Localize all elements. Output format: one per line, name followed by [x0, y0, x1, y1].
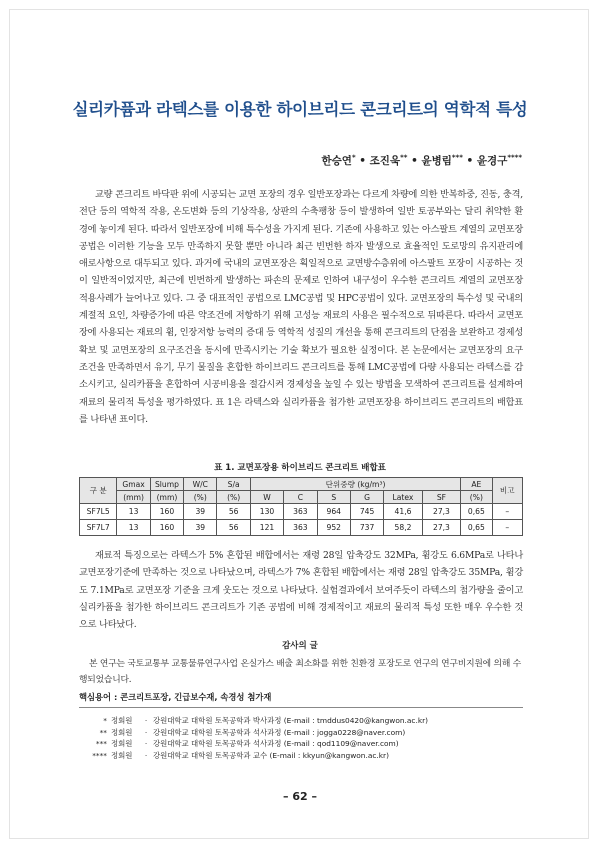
- header-sf: SF: [422, 491, 460, 504]
- cell-sa: 56: [217, 520, 250, 536]
- author-name: 윤병림: [421, 155, 452, 167]
- footnote-separator: ·: [144, 750, 148, 760]
- header-sa: S/a: [217, 478, 250, 491]
- cell-c: 363: [284, 520, 317, 536]
- header-sa-unit: (%): [217, 491, 250, 504]
- table-subheader-row: [80, 491, 523, 504]
- body-paragraph-2: 재료적 특징으로는 라텍스가 5% 혼합된 배합에서는 재령 28일 압축강도 32MPa, 휨강도 6.6MPa로 나타나 교면포장기준에 만족하는 것으로 나타났으며, 라텍스가 7% 혼합된 배합에서는 재령 28일 압축강도 35MPa, 휨강도 7.1MPa로 교면포장 기준을 크게 웃도는 것으로 나타났다. 실험결과에서 보여주듯이 라텍스의 첨가량을 줄이고 실리카퓸을 첨가한 하이브리드 콘크리트가 기존 공법에 비해 경제적이고 재료의 물리적 특성 또한 매우 우수한 것으로 나타났다.: [79, 550, 523, 631]
- header-remarks: 비고: [492, 478, 522, 504]
- header-g: G: [350, 491, 383, 504]
- cell-name: SF7L5: [80, 504, 117, 520]
- table-row: [80, 520, 523, 536]
- author-list: [322, 153, 522, 168]
- header-latex: Latex: [384, 491, 422, 504]
- author-name: 조진욱: [369, 155, 401, 167]
- cell-slump: 160: [150, 520, 183, 536]
- keywords: 핵심용어 : 콘크리트포장, 긴급보수재, 속경성 첨가재: [79, 692, 272, 702]
- footnote-separator: ·: [144, 716, 148, 726]
- table-header-row: [80, 478, 523, 491]
- header-division: 구 분: [80, 478, 117, 504]
- cell-sf: 27,3: [422, 504, 460, 520]
- header-gmax: Gmax: [117, 478, 150, 491]
- author-mark: ***: [451, 153, 463, 162]
- author-separator: •: [407, 155, 422, 167]
- header-gmax-unit: (mm): [117, 491, 150, 504]
- paper-title: 실리카퓸과 라텍스를 이용한 하이브리드 콘크리트의 역학적 특성: [72, 100, 528, 119]
- acknowledgement-heading: 감사의 글: [282, 641, 318, 651]
- header-w: W: [250, 491, 283, 504]
- cell-ae: 0,65: [461, 504, 492, 520]
- footnote-mark: *: [103, 716, 107, 726]
- header-c: C: [284, 491, 317, 504]
- footnote-text: 강원대학교 대학원 토목공학과 석사과정 (E-mail : qod1109@naver.com): [153, 739, 399, 749]
- cell-latex: 41,6: [384, 504, 422, 520]
- cell-name: SF7L7: [80, 520, 117, 536]
- header-wc-unit: (%): [184, 491, 217, 504]
- header-ae: AE: [461, 478, 492, 491]
- footnote-text: 강원대학교 대학원 토목공학과 교수 (E-mail : kkyun@kangwon.ac.kr): [153, 750, 389, 760]
- author-separator: •: [462, 155, 477, 167]
- author-name: 윤경구: [476, 155, 508, 167]
- table-row: [80, 504, 523, 520]
- cell-remarks: –: [492, 520, 522, 536]
- cell-wc: 39: [184, 504, 217, 520]
- body-paragraph-1: 교량 콘크리트 바닥판 위에 시공되는 교면 포장의 경우 일반포장과는 다르게 차량에 의한 반복하중, 진동, 충격, 전단 등의 역학적 작용, 온도변화 등의 기상작용, 상판의 수축팽창 등이 발생하여 일반 토공부와는 달리 취약한 환경에 놓이게 된다. 따라서 일반포장에 비해 특수성을 가지게 된다. 기존에 사용하고 있는 아스팔트 계열의 교면포장 공법은 이러한 기능을 모두 만족하지 못할 뿐만 아니라 최근 빈번한 하자 발생으로 효율적인 도로망의 유지관리에 애로사항으로 대두되고 있다. 과거에 국내의 교면포장은 획일적으로 교면방수층위에 아스팔트 포장이 시공하는 것이 일반적이었지만, 최근에 빈번하게 발생하는 파손의 문제로 인하여 내구성이 우수한 콘크리트 계열의 교면포장 적용사례가 늘어나고 있다. 그 중 대표적인 공법으로 LMC공법 및 HPC공법이 있다. 교면포장의 특수성 및 국내의 계절적 요인, 차량증가에 따른 약조건에 저항하기 위해 고성능 재료의 사용은 필수적으로 뒤따른다. 따라서 교면포장에 사용되는 재료의 휨, 인장저항 능력의 증대 등 역학적 성질의 개선을 통해 콘크리트의 단점을 보완하고 경제성 확보 및 교면포장의 요구조건을 동시에 만족시키는 기술 확보가 필요한 실정이다. 본 논문에서는 교면포장의 요구조건을 만족하면서 유기, 무기 물질을 혼합한 하이브리드 콘크리트를 통해 LMC공법에 다량 사용되는 라텍스를 감소시키고, 실리카퓸을 혼합하여 시공비용을 절감시켜 경제성을 높일 수 있는 방법을 모색하여 콘크리트를 설계하여 재료의 물리적 특성을 평가하였다. 표 1은 라텍스와 실리카퓸을 첨가한 교면포장용 하이브리드 콘크리트의 배합표를 나타낸 표이다.: [79, 189, 523, 425]
- footnote-mark: ****: [92, 750, 107, 760]
- author-mark: *: [351, 153, 356, 162]
- footnote: [79, 738, 523, 750]
- cell-c: 363: [284, 504, 317, 520]
- footnote-separator: ·: [144, 727, 148, 737]
- header-slump-unit: (mm): [150, 491, 183, 504]
- footnote-role: 정회원: [111, 750, 133, 760]
- author-name: 한승연: [321, 155, 352, 167]
- footnote-role: 정회원: [111, 739, 133, 749]
- cell-sa: 56: [217, 504, 250, 520]
- footnote-mark: **: [99, 727, 107, 737]
- footnote-role: 정회원: [111, 727, 133, 737]
- header-wc: W/C: [184, 478, 217, 491]
- footnote-divider: [79, 707, 523, 708]
- table-caption: 표 1. 교면포장용 하이브리드 콘크리트 배합표: [214, 463, 386, 473]
- cell-wc: 39: [184, 520, 217, 536]
- footnote-mark: ***: [95, 739, 107, 749]
- cell-w: 121: [250, 520, 283, 536]
- author-separator: •: [355, 155, 370, 167]
- cell-g: 737: [350, 520, 383, 536]
- acknowledgement-text: 본 연구는 국토교통부 교통물류연구사업 온실가스 배출 최소화를 위한 친환경 포장도로 연구의 연구비지원에 의해 수행되었습니다.: [79, 659, 522, 685]
- cell-latex: 58,2: [384, 520, 422, 536]
- header-unit-weight: 단위중량 (kg/m³): [250, 478, 460, 491]
- footnotes: [79, 715, 523, 761]
- cell-s: 952: [317, 520, 350, 536]
- cell-s: 964: [317, 504, 350, 520]
- footnote: [79, 727, 523, 739]
- mix-design-table: [79, 477, 523, 536]
- cell-gmax: 13: [117, 504, 150, 520]
- cell-sf: 27,3: [422, 520, 460, 536]
- footnote: [79, 750, 523, 762]
- footnote-text: 강원대학교 대학원 토목공학과 석사과정 (E-mail : jogga0228@naver.com): [153, 727, 406, 737]
- footnote-role: 정회원: [111, 716, 133, 726]
- author-mark: **: [400, 153, 408, 162]
- header-slump: Slump: [150, 478, 183, 491]
- cell-ae: 0,65: [461, 520, 492, 536]
- cell-g: 745: [350, 504, 383, 520]
- footnote-text: 강원대학교 대학원 토목공학과 박사과정 (E-mail : tmddus0420@kangwon.ac.kr): [153, 716, 429, 726]
- cell-slump: 160: [150, 504, 183, 520]
- cell-remarks: –: [492, 504, 522, 520]
- page-number: – 62 –: [283, 790, 317, 803]
- author-mark: ****: [507, 153, 522, 162]
- cell-w: 130: [250, 504, 283, 520]
- header-s: S: [317, 491, 350, 504]
- header-ae-unit: (%): [461, 491, 492, 504]
- cell-gmax: 13: [117, 520, 150, 536]
- footnote-separator: ·: [144, 739, 148, 749]
- footnote: [79, 715, 523, 727]
